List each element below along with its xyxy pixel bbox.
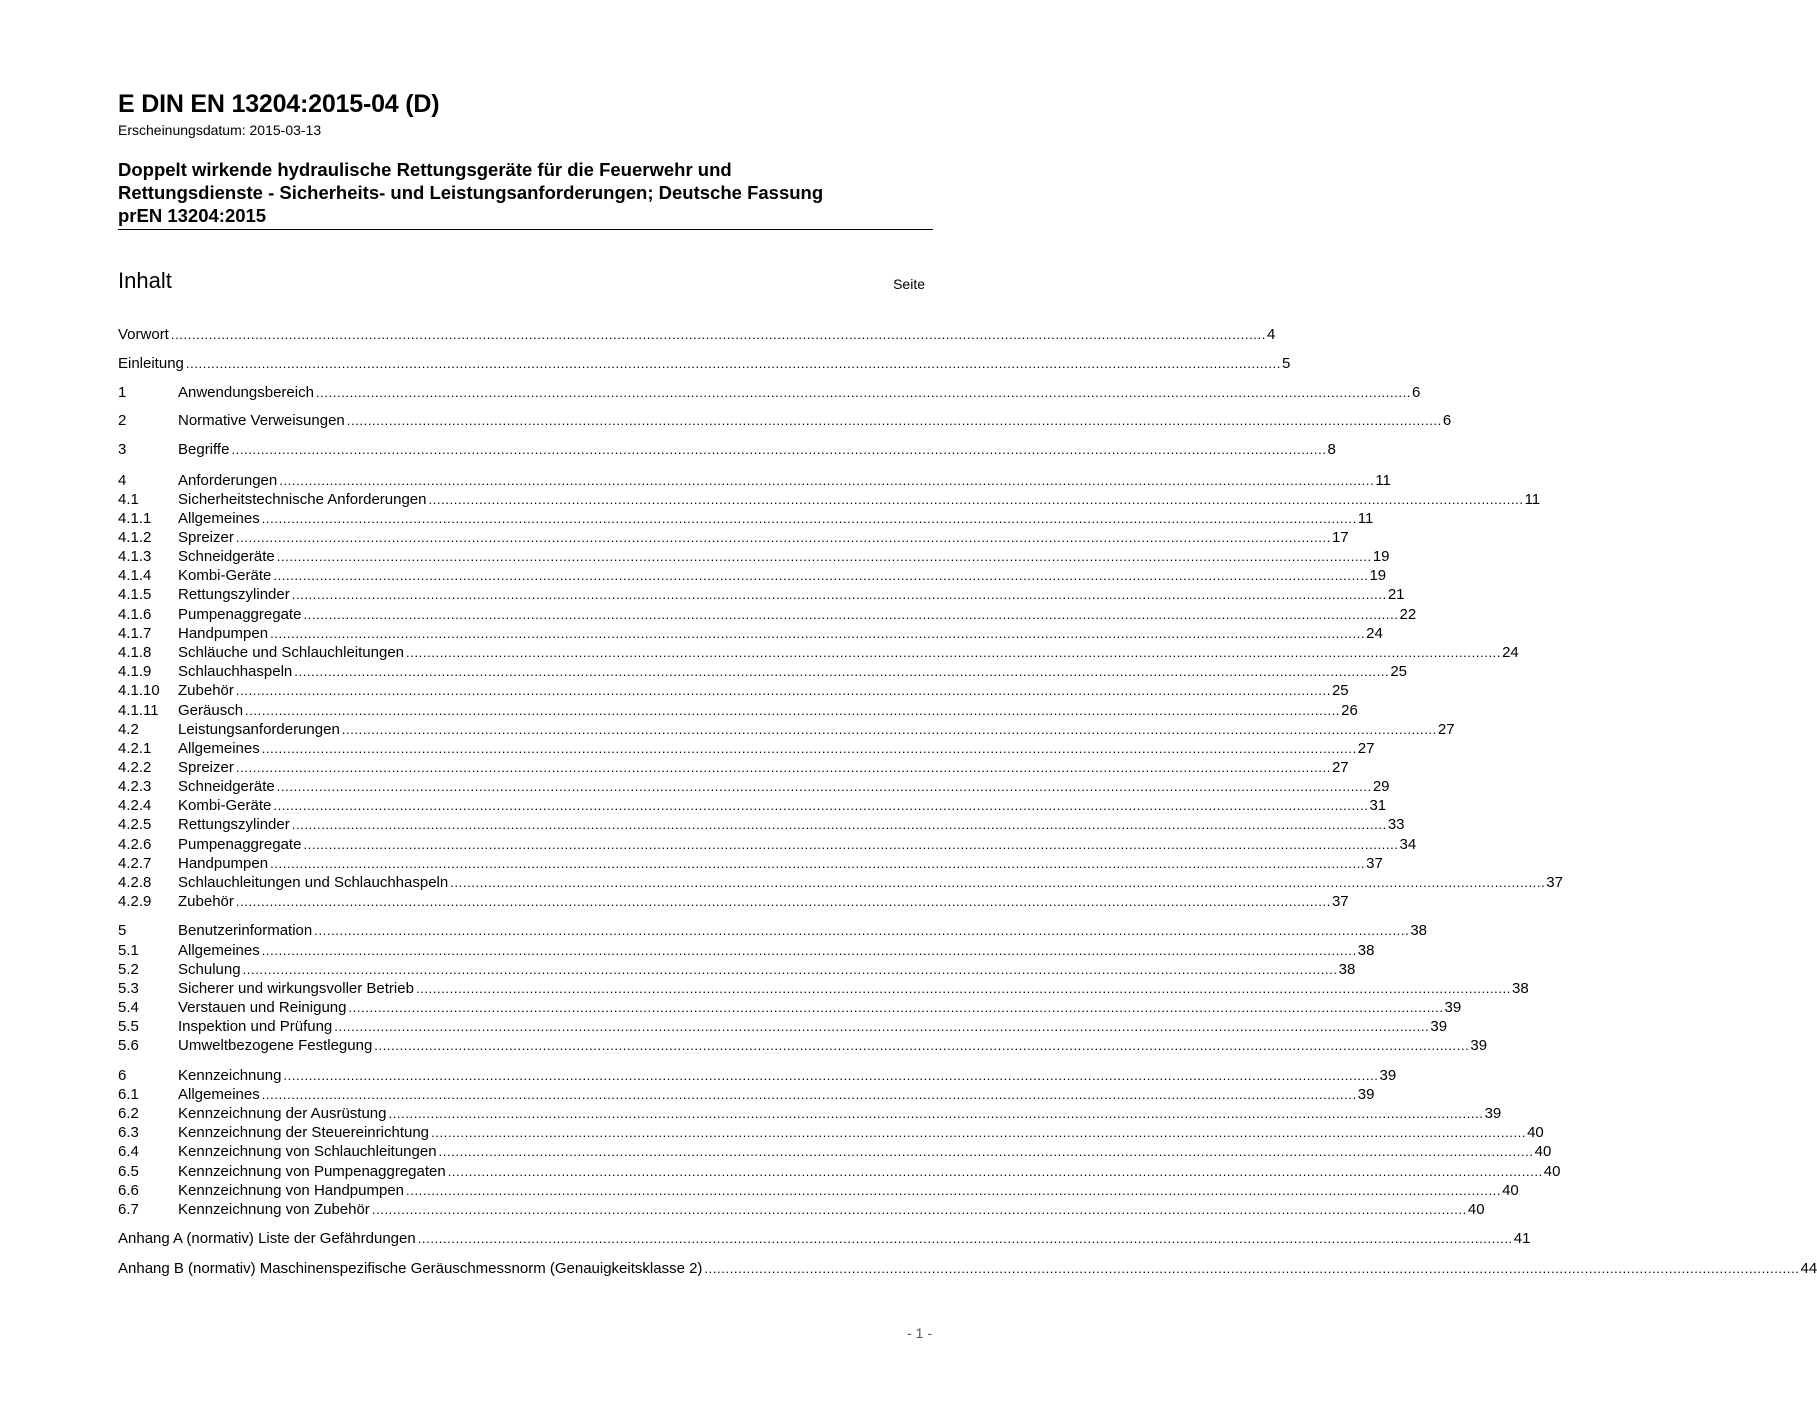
- toc-entry-title: Allgemeines: [178, 942, 260, 959]
- toc-entry[interactable]: [118, 1259, 1817, 1278]
- toc-entry-number: 6.2: [118, 1105, 139, 1122]
- toc-entry-number: 4.2.1: [118, 740, 152, 757]
- toc-entry[interactable]: [118, 566, 1387, 585]
- toc-entry-number: 5.3: [118, 980, 139, 997]
- toc-dot-leader: ....................................................................................................................................................................................................................................................................: [242, 962, 1338, 977]
- toc-entry-title: Zubehör: [178, 682, 234, 699]
- toc-entry[interactable]: [118, 605, 1417, 624]
- toc-entry-number: 4.1.5: [118, 586, 152, 603]
- toc-entry-page: 31: [1369, 797, 1387, 814]
- toc-dot-leader: ....................................................................................................................................................................................................................................................................: [447, 1164, 1543, 1179]
- document-id: E DIN EN 13204:2015-04 (D): [118, 90, 440, 118]
- toc-entry[interactable]: [118, 509, 1374, 528]
- toc-entry-number: 4.2.5: [118, 816, 152, 833]
- toc-entry-title: Schneidgeräte: [178, 548, 275, 565]
- toc-entry-number: 5.5: [118, 1018, 139, 1035]
- toc-entry[interactable]: [118, 1142, 1552, 1161]
- toc-entry[interactable]: [118, 998, 1462, 1017]
- toc-entry-page: 37: [1331, 893, 1349, 910]
- toc-dot-leader: ....................................................................................................................................................................................................................................................................: [704, 1261, 1800, 1276]
- toc-entry-number: 6: [118, 1067, 127, 1084]
- toc-dot-leader: ....................................................................................................................................................................................................................................................................: [303, 837, 1399, 852]
- document-title-line: Rettungsdienste - Sicherheits- und Leistungsanforderungen; Deutsche Fassung: [118, 182, 824, 203]
- toc-entry[interactable]: [118, 471, 1391, 490]
- toc-entry-title: Pumpenaggregate: [178, 606, 302, 623]
- toc-entry-title: Inspektion und Prüfung: [178, 1018, 333, 1035]
- toc-entry[interactable]: [118, 1066, 1397, 1085]
- toc-entry[interactable]: [118, 758, 1349, 777]
- toc-entry-number: 4.2.2: [118, 759, 152, 776]
- toc-entry-number: 4.1.1: [118, 510, 152, 527]
- toc-entry-number: 2: [118, 412, 127, 429]
- toc-entry-title: Rettungszylinder: [178, 816, 290, 833]
- toc-entry-page: 41: [1513, 1230, 1531, 1247]
- toc-entry-number: 4.1.11: [118, 702, 159, 719]
- toc-dot-leader: ....................................................................................................................................................................................................................................................................: [341, 722, 1437, 737]
- toc-entry-title: Kennzeichnung: [178, 1067, 282, 1084]
- toc-entry-title: Schulung: [178, 961, 241, 978]
- toc-entry-page: 25: [1331, 682, 1349, 699]
- document-title-line: Doppelt wirkende hydraulische Rettungsgeräte für die Feuerwehr und: [118, 159, 732, 180]
- toc-page-column-label: Seite: [893, 276, 925, 292]
- toc-entry[interactable]: [118, 643, 1519, 662]
- toc-dot-leader: ....................................................................................................................................................................................................................................................................: [348, 1000, 1444, 1015]
- toc-entry-page: 19: [1369, 567, 1387, 584]
- title-divider: [118, 229, 933, 230]
- toc-entry-title: Kennzeichnung der Ausrüstung: [178, 1105, 387, 1122]
- toc-entry[interactable]: [118, 325, 1276, 344]
- toc-dot-leader: ....................................................................................................................................................................................................................................................................: [291, 587, 1387, 602]
- toc-entry-page: 25: [1390, 663, 1408, 680]
- toc-entry-title: Allgemeines: [178, 740, 260, 757]
- toc-dot-leader: ....................................................................................................................................................................................................................................................................: [245, 703, 1341, 718]
- toc-entry-number: 4.1.2: [118, 529, 152, 546]
- toc-dot-leader: ....................................................................................................................................................................................................................................................................: [185, 356, 1281, 371]
- toc-dot-leader: ....................................................................................................................................................................................................................................................................: [261, 943, 1357, 958]
- toc-dot-leader: ....................................................................................................................................................................................................................................................................: [346, 413, 1442, 428]
- toc-entry-number: 5.2: [118, 961, 139, 978]
- toc-entry[interactable]: [118, 873, 1563, 892]
- toc-entry-title: Kennzeichnung von Zubehör: [178, 1201, 370, 1218]
- toc-entry[interactable]: [118, 585, 1405, 604]
- toc-entry-number: 5.6: [118, 1037, 139, 1054]
- toc-entry-title: Kombi-Geräte: [178, 567, 272, 584]
- toc-entry[interactable]: [118, 1017, 1448, 1036]
- toc-entry[interactable]: [118, 1123, 1544, 1142]
- toc-entry-title: Schlauchhaspeln: [178, 663, 293, 680]
- toc-entry-page: 17: [1331, 529, 1349, 546]
- toc-entry-title: Kennzeichnung von Schlauchleitungen: [178, 1143, 437, 1160]
- toc-entry-title: Anhang A (normativ) Liste der Gefährdungen: [118, 1230, 416, 1247]
- toc-entry-number: 4: [118, 472, 127, 489]
- toc-entry-title: Handpumpen: [178, 625, 269, 642]
- toc-entry[interactable]: [118, 624, 1383, 643]
- toc-dot-leader: ....................................................................................................................................................................................................................................................................: [261, 741, 1357, 756]
- toc-entry-page: 40: [1467, 1201, 1485, 1218]
- toc-dot-leader: ....................................................................................................................................................................................................................................................................: [428, 492, 1524, 507]
- toc-entry-number: 4.2.4: [118, 797, 152, 814]
- toc-entry[interactable]: [118, 1104, 1502, 1123]
- toc-entry-title: Spreizer: [178, 759, 234, 776]
- toc-entry-title: Benutzerinformation: [178, 922, 313, 939]
- toc-dot-leader: ....................................................................................................................................................................................................................................................................: [334, 1019, 1430, 1034]
- toc-entry-number: 4.1.8: [118, 644, 152, 661]
- toc-dot-leader: ....................................................................................................................................................................................................................................................................: [235, 894, 1331, 909]
- toc-dot-leader: ....................................................................................................................................................................................................................................................................: [415, 981, 1512, 996]
- toc-entry-title: Geräusch: [178, 702, 244, 719]
- toc-dot-leader: ....................................................................................................................................................................................................................................................................: [276, 779, 1372, 794]
- toc-entry-page: 39: [1379, 1067, 1397, 1084]
- toc-entry[interactable]: [118, 854, 1383, 873]
- toc-entry-title: Anforderungen: [178, 472, 278, 489]
- toc-dot-leader: ....................................................................................................................................................................................................................................................................: [270, 856, 1366, 871]
- toc-entry-number: 6.4: [118, 1143, 139, 1160]
- toc-dot-leader: ....................................................................................................................................................................................................................................................................: [235, 683, 1331, 698]
- toc-entry-title: Schneidgeräte: [178, 778, 275, 795]
- toc-entry-page: 11: [1524, 491, 1541, 508]
- toc-dot-leader: ....................................................................................................................................................................................................................................................................: [371, 1202, 1467, 1217]
- toc-dot-leader: ....................................................................................................................................................................................................................................................................: [170, 327, 1266, 342]
- toc-entry-title: Schlauchleitungen und Schlauchhaspeln: [178, 874, 449, 891]
- toc-entry-number: 5.1: [118, 942, 139, 959]
- toc-entry[interactable]: [118, 440, 1336, 459]
- toc-entry-number: 4.1.9: [118, 663, 152, 680]
- toc-entry[interactable]: [118, 547, 1390, 566]
- toc-entry-title: Handpumpen: [178, 855, 269, 872]
- toc-entry[interactable]: [118, 662, 1408, 681]
- toc-dot-leader: ....................................................................................................................................................................................................................................................................: [417, 1231, 1513, 1246]
- toc-entry-page: 37: [1366, 855, 1383, 872]
- toc-entry-number: 6.6: [118, 1182, 139, 1199]
- toc-dot-leader: ....................................................................................................................................................................................................................................................................: [235, 530, 1331, 545]
- toc-dot-leader: ....................................................................................................................................................................................................................................................................: [231, 442, 1327, 457]
- toc-entry-page: 40: [1534, 1143, 1552, 1160]
- toc-entry-number: 6.5: [118, 1163, 139, 1180]
- toc-entry-page: 11: [1375, 472, 1391, 489]
- toc-entry-title: Verstauen und Reinigung: [178, 999, 347, 1016]
- toc-entry-page: 22: [1399, 606, 1417, 623]
- document-title-line: prEN 13204:2015: [118, 205, 267, 226]
- toc-entry-page: 38: [1410, 922, 1428, 939]
- toc-entry-page: 38: [1338, 961, 1356, 978]
- toc-dot-leader: ....................................................................................................................................................................................................................................................................: [273, 568, 1369, 583]
- toc-entry-number: 4.1.10: [118, 682, 160, 699]
- toc-entry-number: 4.2.3: [118, 778, 152, 795]
- toc-entry-page: 27: [1357, 740, 1375, 757]
- toc-entry-page: 39: [1430, 1018, 1448, 1035]
- toc-dot-leader: ....................................................................................................................................................................................................................................................................: [294, 664, 1390, 679]
- toc-entry-page: 11: [1357, 510, 1374, 527]
- toc-entry[interactable]: [118, 1036, 1488, 1055]
- toc-dot-leader: ....................................................................................................................................................................................................................................................................: [314, 923, 1410, 938]
- toc-heading: Inhalt: [118, 268, 172, 293]
- toc-entry-number: 6.3: [118, 1124, 139, 1141]
- toc-entry-number: 5.4: [118, 999, 139, 1016]
- toc-entry-page: 4: [1266, 326, 1276, 343]
- toc-entry-title: Rettungszylinder: [178, 586, 290, 603]
- toc-entry-page: 40: [1543, 1163, 1561, 1180]
- toc-dot-leader: ....................................................................................................................................................................................................................................................................: [276, 549, 1372, 564]
- toc-entry-page: 6: [1442, 412, 1452, 429]
- toc-entry-page: 33: [1387, 816, 1405, 833]
- toc-entry-title: Zubehör: [178, 893, 234, 910]
- toc-entry-number: 4.1: [118, 491, 139, 508]
- toc-entry[interactable]: [118, 892, 1349, 911]
- toc-dot-leader: ....................................................................................................................................................................................................................................................................: [261, 511, 1357, 526]
- toc-entry-page: 39: [1470, 1037, 1488, 1054]
- toc-entry[interactable]: [118, 1181, 1519, 1200]
- toc-entry[interactable]: [118, 921, 1428, 940]
- toc-dot-leader: ....................................................................................................................................................................................................................................................................: [374, 1038, 1470, 1053]
- toc-entry-title: Anwendungsbereich: [178, 384, 314, 401]
- toc-entry-page: 24: [1502, 644, 1519, 661]
- toc-dot-leader: ....................................................................................................................................................................................................................................................................: [406, 645, 1502, 660]
- toc-entry[interactable]: [118, 354, 1291, 373]
- toc-entry-page: 39: [1484, 1105, 1502, 1122]
- toc-entry-number: 4.2.6: [118, 836, 152, 853]
- toc-entry-number: 4.2.9: [118, 893, 152, 910]
- toc-dot-leader: ....................................................................................................................................................................................................................................................................: [303, 607, 1399, 622]
- toc-entry-title: Normative Verweisungen: [178, 412, 345, 429]
- toc-entry-number: 4.2.7: [118, 855, 152, 872]
- toc-entry-number: 4.2.8: [118, 874, 152, 891]
- toc-entry-number: 3: [118, 441, 127, 458]
- toc-entry[interactable]: [118, 1162, 1561, 1181]
- toc-dot-leader: ....................................................................................................................................................................................................................................................................: [291, 817, 1387, 832]
- toc-entry[interactable]: [118, 739, 1375, 758]
- toc-entry-number: 1: [118, 384, 127, 401]
- toc-entry-title: Kennzeichnung von Handpumpen: [178, 1182, 405, 1199]
- toc-entry-page: 39: [1357, 1086, 1375, 1103]
- toc-entry-page: 29: [1372, 778, 1390, 795]
- toc-entry-number: 6.1: [118, 1086, 139, 1103]
- toc-entry-title: Begriffe: [178, 441, 230, 458]
- toc-entry-title: Spreizer: [178, 529, 234, 546]
- toc-entry[interactable]: [118, 411, 1452, 430]
- toc-entry-page: 37: [1546, 874, 1563, 891]
- toc-dot-leader: ....................................................................................................................................................................................................................................................................: [279, 473, 1375, 488]
- toc-entry-title: Einleitung: [118, 355, 184, 372]
- toc-entry-number: 4.1.6: [118, 606, 152, 623]
- toc-entry[interactable]: [118, 777, 1390, 796]
- toc-entry[interactable]: [118, 720, 1455, 739]
- toc-dot-leader: ....................................................................................................................................................................................................................................................................: [431, 1125, 1527, 1140]
- toc-dot-leader: ....................................................................................................................................................................................................................................................................: [438, 1144, 1534, 1159]
- toc-entry-title: Umweltbezogene Festlegung: [178, 1037, 373, 1054]
- toc-entry[interactable]: [118, 490, 1541, 509]
- toc-entry[interactable]: [118, 383, 1421, 402]
- toc-entry[interactable]: [118, 1085, 1375, 1104]
- toc-dot-leader: ....................................................................................................................................................................................................................................................................: [388, 1106, 1484, 1121]
- toc-dot-leader: ....................................................................................................................................................................................................................................................................: [406, 1183, 1502, 1198]
- toc-entry[interactable]: [118, 979, 1529, 998]
- toc-entry-page: 38: [1357, 942, 1375, 959]
- toc-dot-leader: ....................................................................................................................................................................................................................................................................: [270, 626, 1366, 641]
- toc-dot-leader: ....................................................................................................................................................................................................................................................................: [283, 1068, 1379, 1083]
- toc-entry[interactable]: [118, 528, 1349, 547]
- toc-dot-leader: ....................................................................................................................................................................................................................................................................: [315, 385, 1412, 400]
- toc-entry-number: 6.7: [118, 1201, 139, 1218]
- toc-entry-page: 27: [1437, 721, 1455, 738]
- page-number: - 1 -: [907, 1325, 932, 1341]
- toc-entry-page: 27: [1331, 759, 1349, 776]
- toc-entry-title: Allgemeines: [178, 510, 260, 527]
- toc-entry-title: Kennzeichnung der Steuereinrichtung: [178, 1124, 430, 1141]
- toc-entry[interactable]: [118, 796, 1387, 815]
- toc-entry[interactable]: [118, 681, 1349, 700]
- toc-entry-page: 40: [1527, 1124, 1544, 1141]
- toc-entry-number: 4.1.7: [118, 625, 152, 642]
- toc-entry-title: Sicherheitstechnische Anforderungen: [178, 491, 427, 508]
- toc-entry-page: 8: [1327, 441, 1336, 458]
- toc-dot-leader: ....................................................................................................................................................................................................................................................................: [450, 875, 1546, 890]
- toc-entry-title: Schläuche und Schlauchleitungen: [178, 644, 405, 661]
- toc-entry-page: 6: [1412, 384, 1421, 401]
- toc-entry-title: Sicherer und wirkungsvoller Betrieb: [178, 980, 414, 997]
- toc-entry-title: Kennzeichnung von Pumpenaggregaten: [178, 1163, 446, 1180]
- toc-entry-title: Vorwort: [118, 326, 169, 343]
- toc-entry-title: Kombi-Geräte: [178, 797, 272, 814]
- toc-entry-page: 24: [1366, 625, 1383, 642]
- toc-entry-title: Allgemeines: [178, 1086, 260, 1103]
- toc-entry-number: 4.2: [118, 721, 139, 738]
- toc-entry-title: Anhang B (normativ) Maschinenspezifische Geräuschmessnorm (Genauigkeitsklasse 2): [118, 1260, 703, 1277]
- toc-entry-title: Leistungsanforderungen: [178, 721, 340, 738]
- toc-dot-leader: ....................................................................................................................................................................................................................................................................: [261, 1087, 1357, 1102]
- toc-entry[interactable]: [118, 701, 1358, 720]
- toc-entry-page: 44: [1800, 1260, 1817, 1277]
- toc-entry-number: 4.1.4: [118, 567, 152, 584]
- toc-entry[interactable]: [118, 1229, 1531, 1248]
- toc-entry-number: 4.1.3: [118, 548, 152, 565]
- toc-entry[interactable]: [118, 815, 1405, 834]
- toc-entry-page: 40: [1502, 1182, 1519, 1199]
- toc-entry-page: 21: [1387, 586, 1405, 603]
- toc-entry[interactable]: [118, 941, 1375, 960]
- document-title: [118, 158, 933, 227]
- toc-entry[interactable]: [118, 1200, 1485, 1219]
- toc-entry[interactable]: [118, 960, 1356, 979]
- toc-entry-page: 34: [1399, 836, 1417, 853]
- toc-entry-page: 5: [1281, 355, 1291, 372]
- toc-entry-title: Pumpenaggregate: [178, 836, 302, 853]
- toc-entry-page: 38: [1512, 980, 1529, 997]
- toc-dot-leader: ....................................................................................................................................................................................................................................................................: [235, 760, 1331, 775]
- toc-entry-page: 39: [1444, 999, 1462, 1016]
- toc-entry-number: 5: [118, 922, 127, 939]
- toc-entry-page: 19: [1372, 548, 1390, 565]
- toc-dot-leader: ....................................................................................................................................................................................................................................................................: [273, 798, 1369, 813]
- toc-entry-page: 26: [1341, 702, 1358, 719]
- toc-entry[interactable]: [118, 835, 1417, 854]
- publication-date: Erscheinungsdatum: 2015-03-13: [118, 122, 322, 138]
